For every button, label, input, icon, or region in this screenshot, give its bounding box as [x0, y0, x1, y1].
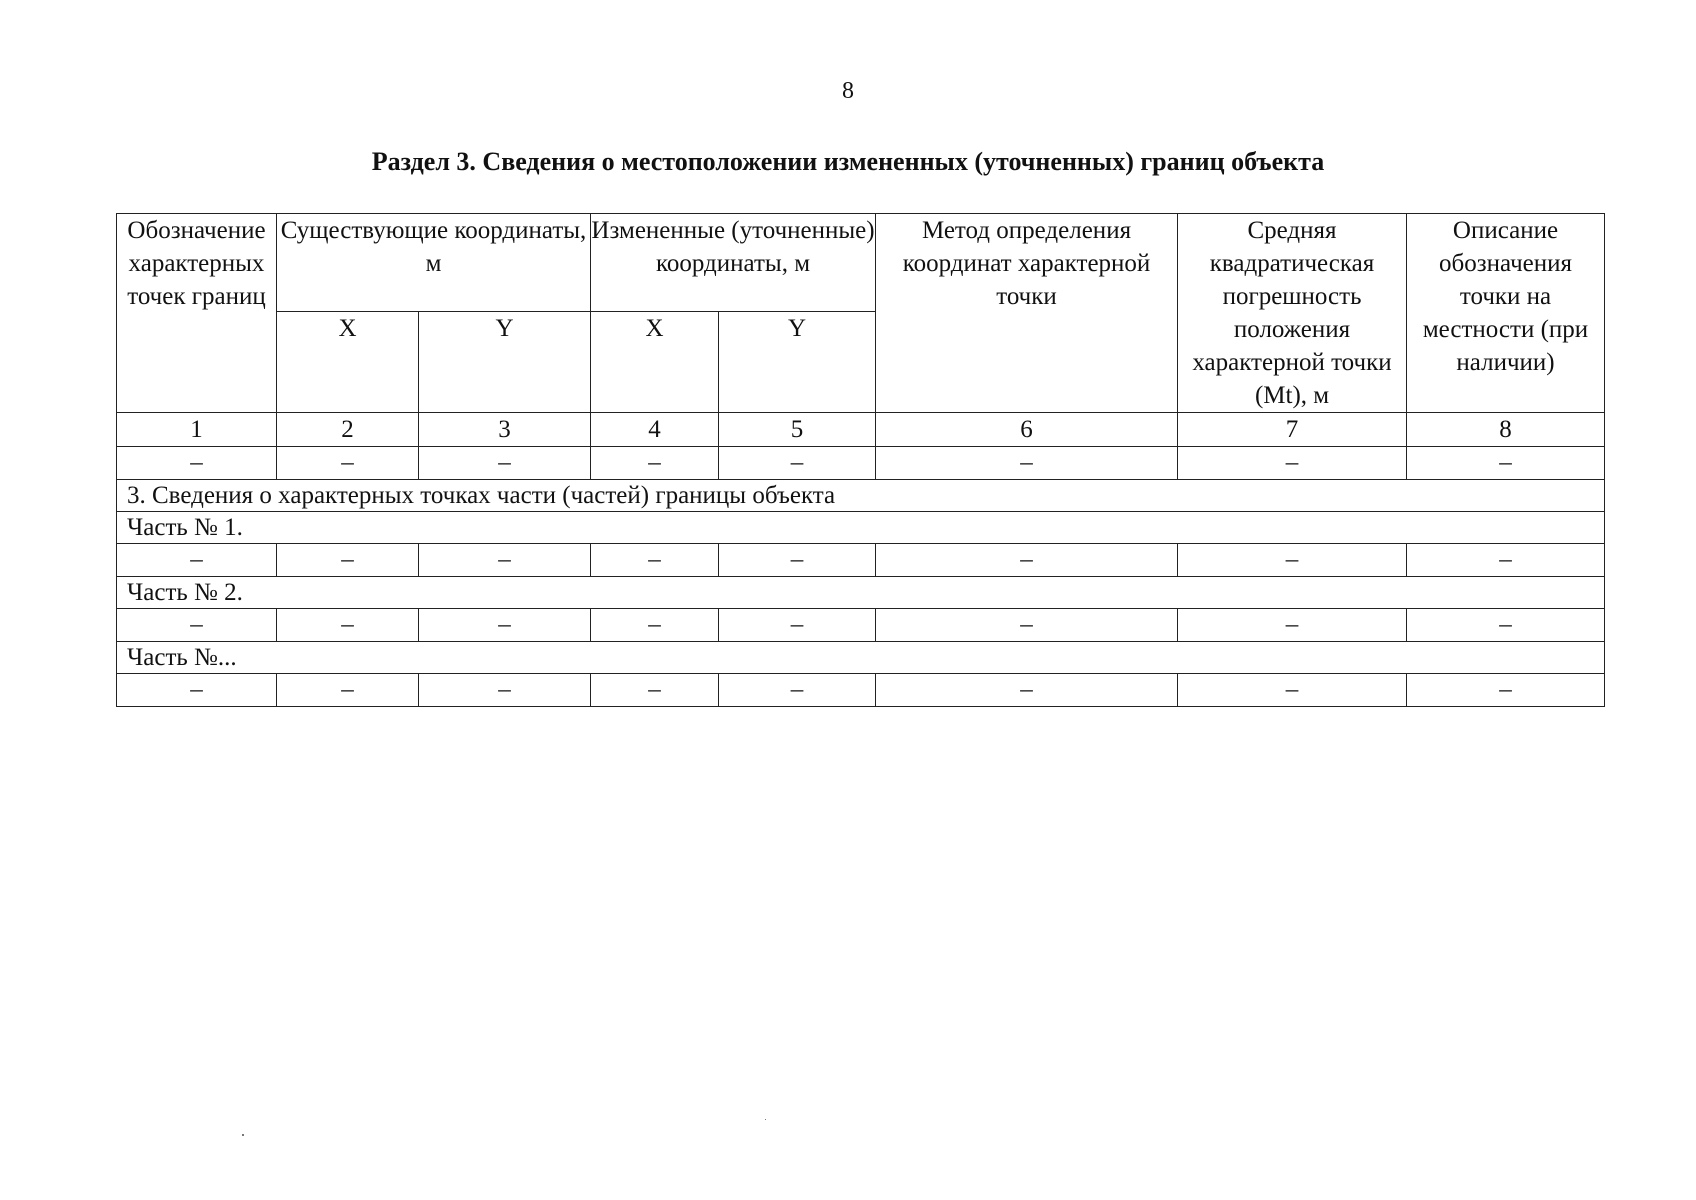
header-description: Описание обозначения точки на местности (при наличии) [1407, 214, 1605, 413]
table-cell: – [277, 544, 419, 577]
table-cell: – [1407, 544, 1605, 577]
table-cell: – [277, 447, 419, 480]
part-label: Часть № 1. [117, 512, 1605, 544]
table-cell: – [1178, 674, 1407, 707]
table-cell: – [1178, 609, 1407, 642]
table-cell: – [719, 674, 876, 707]
table-cell: – [117, 609, 277, 642]
table-row [117, 544, 1605, 577]
table-cell: – [117, 447, 277, 480]
section-title: Раздел 3. Сведения о местоположении измененных (уточненных) границ объекта [371, 147, 1325, 176]
header-designation: Обозначение характерных точек границ [117, 214, 277, 413]
column-number: 5 [719, 413, 876, 447]
part-label: Часть № 2. [117, 577, 1605, 609]
table-row [117, 609, 1605, 642]
table-cell: – [1407, 447, 1605, 480]
column-number: 1 [117, 413, 277, 447]
column-number-row [117, 413, 1605, 447]
column-number: 6 [876, 413, 1178, 447]
header-method: Метод определения координат характерной точки [876, 214, 1178, 413]
table-cell: – [1407, 609, 1605, 642]
column-number: 8 [1407, 413, 1605, 447]
table-cell: – [719, 447, 876, 480]
table-cell: – [591, 447, 719, 480]
table-cell: – [1407, 674, 1605, 707]
part-label-row [117, 642, 1605, 674]
header-changed-y: Y [719, 312, 876, 413]
boundary-table [116, 213, 1605, 707]
table-cell: – [117, 674, 277, 707]
header-row-main [117, 214, 1605, 312]
header-changed-x: X [591, 312, 719, 413]
subsection-title: 3. Сведения о характерных точках части (частей) границы объекта [117, 480, 1605, 512]
table-cell: – [419, 544, 591, 577]
header-changed-coords: Измененные (уточненные) координаты, м [591, 214, 876, 312]
part-label-row [117, 577, 1605, 609]
header-existing-y: Y [419, 312, 591, 413]
table-cell: – [419, 609, 591, 642]
table-cell: – [591, 544, 719, 577]
page-number: 8 [842, 78, 854, 104]
table-cell: – [1178, 544, 1407, 577]
scan-speck [242, 1134, 244, 1136]
column-number: 4 [591, 413, 719, 447]
table-cell: – [719, 609, 876, 642]
scan-speck [765, 1119, 766, 1120]
part-label-row [117, 512, 1605, 544]
table-cell: – [419, 447, 591, 480]
table-row [117, 674, 1605, 707]
table-cell: – [719, 544, 876, 577]
table-cell: – [591, 674, 719, 707]
column-number: 3 [419, 413, 591, 447]
table-cell: – [419, 674, 591, 707]
column-number: 2 [277, 413, 419, 447]
table-cell: – [876, 544, 1178, 577]
header-mean-error: Средняя квадратическая погрешность положения характерной точки (Mt), м [1178, 214, 1407, 413]
table-cell: – [277, 674, 419, 707]
table-cell: – [876, 674, 1178, 707]
table-cell: – [117, 544, 277, 577]
table-row [117, 447, 1605, 480]
column-number: 7 [1178, 413, 1407, 447]
table-cell: – [876, 609, 1178, 642]
header-existing-coords: Существующие координаты, м [277, 214, 591, 312]
header-existing-x: X [277, 312, 419, 413]
part-label: Часть №... [117, 642, 1605, 674]
table-cell: – [876, 447, 1178, 480]
subsection-title-row [117, 480, 1605, 512]
table-cell: – [591, 609, 719, 642]
table-cell: – [1178, 447, 1407, 480]
table-cell: – [277, 609, 419, 642]
